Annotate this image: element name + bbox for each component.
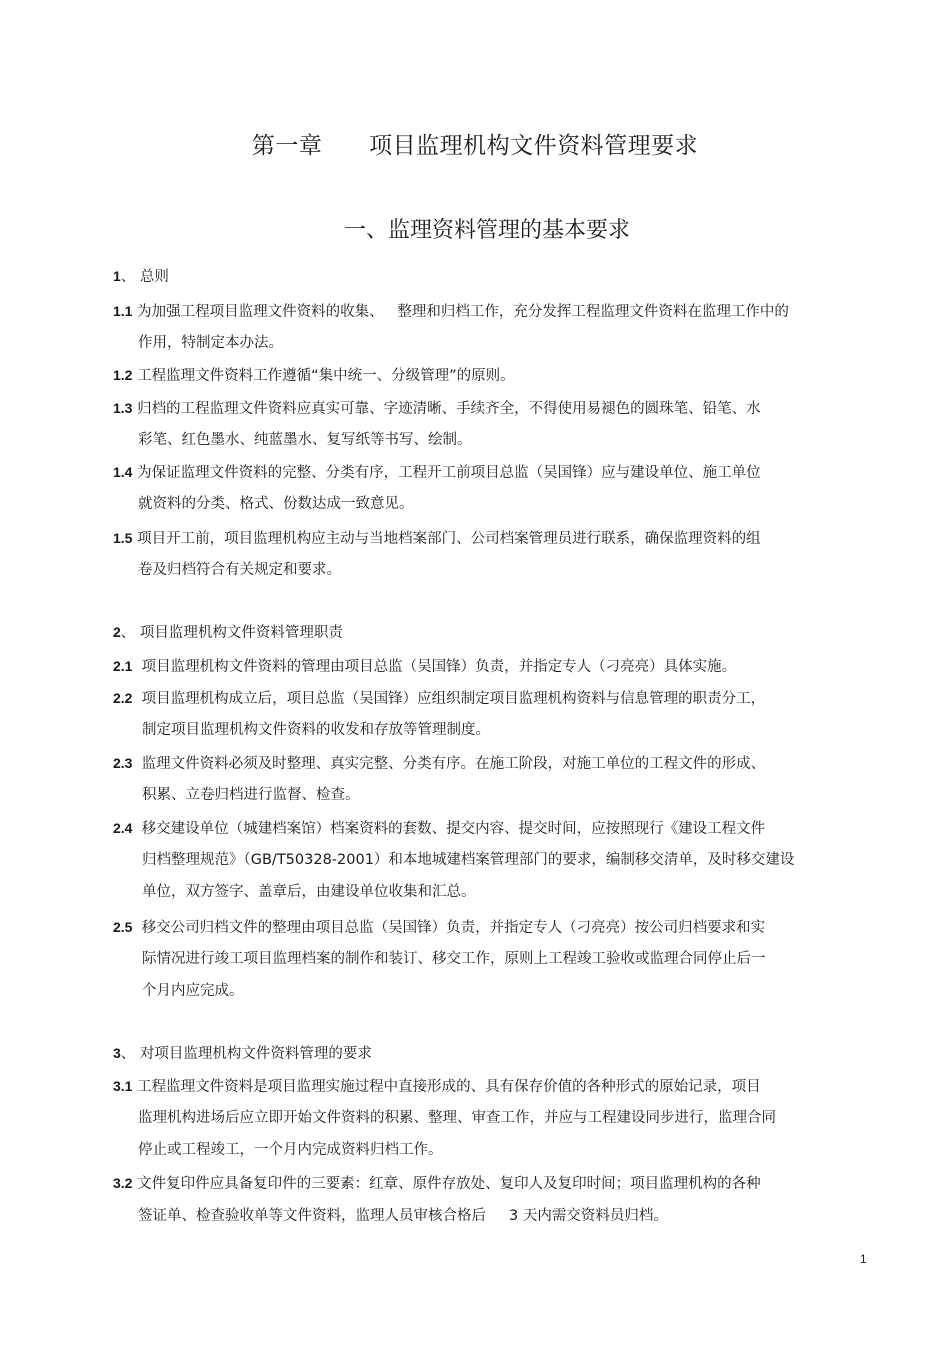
paragraph-number: 3.2 (113, 1175, 133, 1191)
paragraph-line (113, 752, 765, 773)
paragraph-number: 1.1 (113, 303, 133, 319)
paragraph-continuation: 单位，双方签字、盖章后，由建设单位收集和汇总。 (142, 884, 476, 900)
paragraph-line (113, 621, 343, 642)
paragraph-line (113, 817, 765, 838)
paragraph-line (113, 364, 515, 385)
paragraph-continuation: 卷及归档符合有关规定和要求。 (138, 562, 341, 578)
paragraph-line (113, 461, 761, 482)
paragraph-text: 为保证监理文件资料的完整、分类有序，工程开工前项目总监（吴国锋）应与建设单位、施工单位 (132, 465, 761, 481)
paragraph-number: 1.3 (113, 400, 133, 416)
paragraph-line (113, 655, 736, 676)
paragraph-text: 工程监理文件资料工作遵循“集中统一、分级管理”的原则。 (132, 368, 515, 384)
paragraph-continuation: 制定项目监理机构文件资料的收发和存放等管理制度。 (142, 722, 490, 738)
paragraph-text: 、 总则 (120, 269, 169, 285)
paragraph-text: 工程监理文件资料是项目监理实施过程中直接形成的、具有保存价值的各种形式的原始记录，项目 (132, 1079, 761, 1095)
paragraph-continuation: 签证单、检查验收单等文件资料，监理人员审核合格后 3 天内需交资料员归档。 (138, 1208, 668, 1224)
paragraph-number: 2.3 (113, 755, 133, 771)
paragraph-text: 项目监理机构成立后，项目总监（吴国锋）应组织制定项目监理机构资料与信息管理的职责分工， (132, 691, 766, 707)
paragraph-number: 1 (113, 268, 121, 284)
paragraph-continuation: 归档整理规范》（GB/T50328-2001）和本地城建档案管理部门的要求，编制移交清单，及时移交建设 (142, 852, 795, 868)
paragraph-number: 2.4 (113, 820, 133, 836)
paragraph-text: 项目监理机构文件资料的管理由项目总监（吴国锋）负责，并指定专人（刁亮亮）具体实施。 (132, 659, 737, 675)
paragraph-number: 1.4 (113, 464, 133, 480)
paragraph-line (113, 1075, 761, 1096)
paragraph-text: 归档的工程监理文件资料应真实可靠、字迹清晰、手续齐全，不得使用易褪色的圆珠笔、铅笔、水 (132, 401, 761, 417)
section-title: 一、监理资料管理的基本要求 (343, 218, 630, 243)
paragraph-text: 、 项目监理机构文件资料管理职责 (120, 625, 343, 641)
page-number: 1 (860, 1252, 867, 1266)
paragraph-line (113, 527, 761, 548)
paragraph-line (113, 687, 765, 708)
paragraph-continuation: 监理机构进场后应立即开始文件资料的积累、整理、审查工作，并应与工程建设同步进行，监理合同 (138, 1110, 776, 1126)
paragraph-line (113, 265, 169, 286)
paragraph-continuation: 积累、立卷归档进行监督、检查。 (142, 787, 360, 803)
paragraph-text: 移交建设单位（城建档案馆）档案资料的套数、提交内容、提交时间，应按照现行《建设工程文件 (132, 821, 766, 837)
chapter-title: 第一章 项目监理机构文件资料管理要求 (251, 133, 699, 159)
paragraph-continuation: 作用，特制定本办法。 (138, 335, 283, 351)
paragraph-line (113, 1042, 372, 1063)
paragraph-number: 3 (113, 1045, 121, 1061)
paragraph-continuation: 际情况进行竣工项目监理档案的制作和装订、移交工作，原则上工程竣工验收或监理合同停止后一 (142, 951, 766, 967)
paragraph-number: 1.2 (113, 367, 133, 383)
paragraph-line (113, 300, 789, 321)
paragraph-text: 项目开工前，项目监理机构应主动与当地档案部门、公司档案管理员进行联系，确保监理资料的组 (132, 531, 761, 547)
paragraph-number: 2.2 (113, 690, 133, 706)
paragraph-continuation: 彩笔、红色墨水、纯蓝墨水、复写纸等书写、绘制。 (138, 432, 472, 448)
paragraph-continuation: 个月内应完成。 (142, 983, 244, 999)
paragraph-number: 2.1 (113, 658, 133, 674)
paragraph-text: 移交公司归档文件的整理由项目总监（吴国锋）负责，并指定专人（刁亮亮）按公司归档要求和实 (132, 920, 766, 936)
paragraph-text: 为加强工程项目监理文件资料的收集、 整理和归档工作，充分发挥工程监理文件资料在监理工作中的 (132, 304, 789, 320)
paragraph-line (113, 916, 765, 937)
paragraph-number: 3.1 (113, 1078, 133, 1094)
paragraph-text: 文件复印件应具备复印件的三要素：红章、原件存放处、复印人及复印时间；项目监理机构的各种 (132, 1176, 761, 1192)
paragraph-text: 监理文件资料必须及时整理、真实完整、分类有序。在施工阶段，对施工单位的工程文件的形成、 (132, 756, 766, 772)
paragraph-number: 1.5 (113, 530, 133, 546)
paragraph-continuation: 停止或工程竣工，一个月内完成资料归档工作。 (138, 1142, 443, 1158)
paragraph-line (113, 1172, 761, 1193)
paragraph-text: 、 对项目监理机构文件资料管理的要求 (120, 1046, 372, 1062)
paragraph-number: 2 (113, 624, 121, 640)
paragraph-line (113, 397, 761, 418)
paragraph-number: 2.5 (113, 919, 133, 935)
paragraph-continuation: 就资料的分类、格式、份数达成一致意见。 (138, 496, 414, 512)
